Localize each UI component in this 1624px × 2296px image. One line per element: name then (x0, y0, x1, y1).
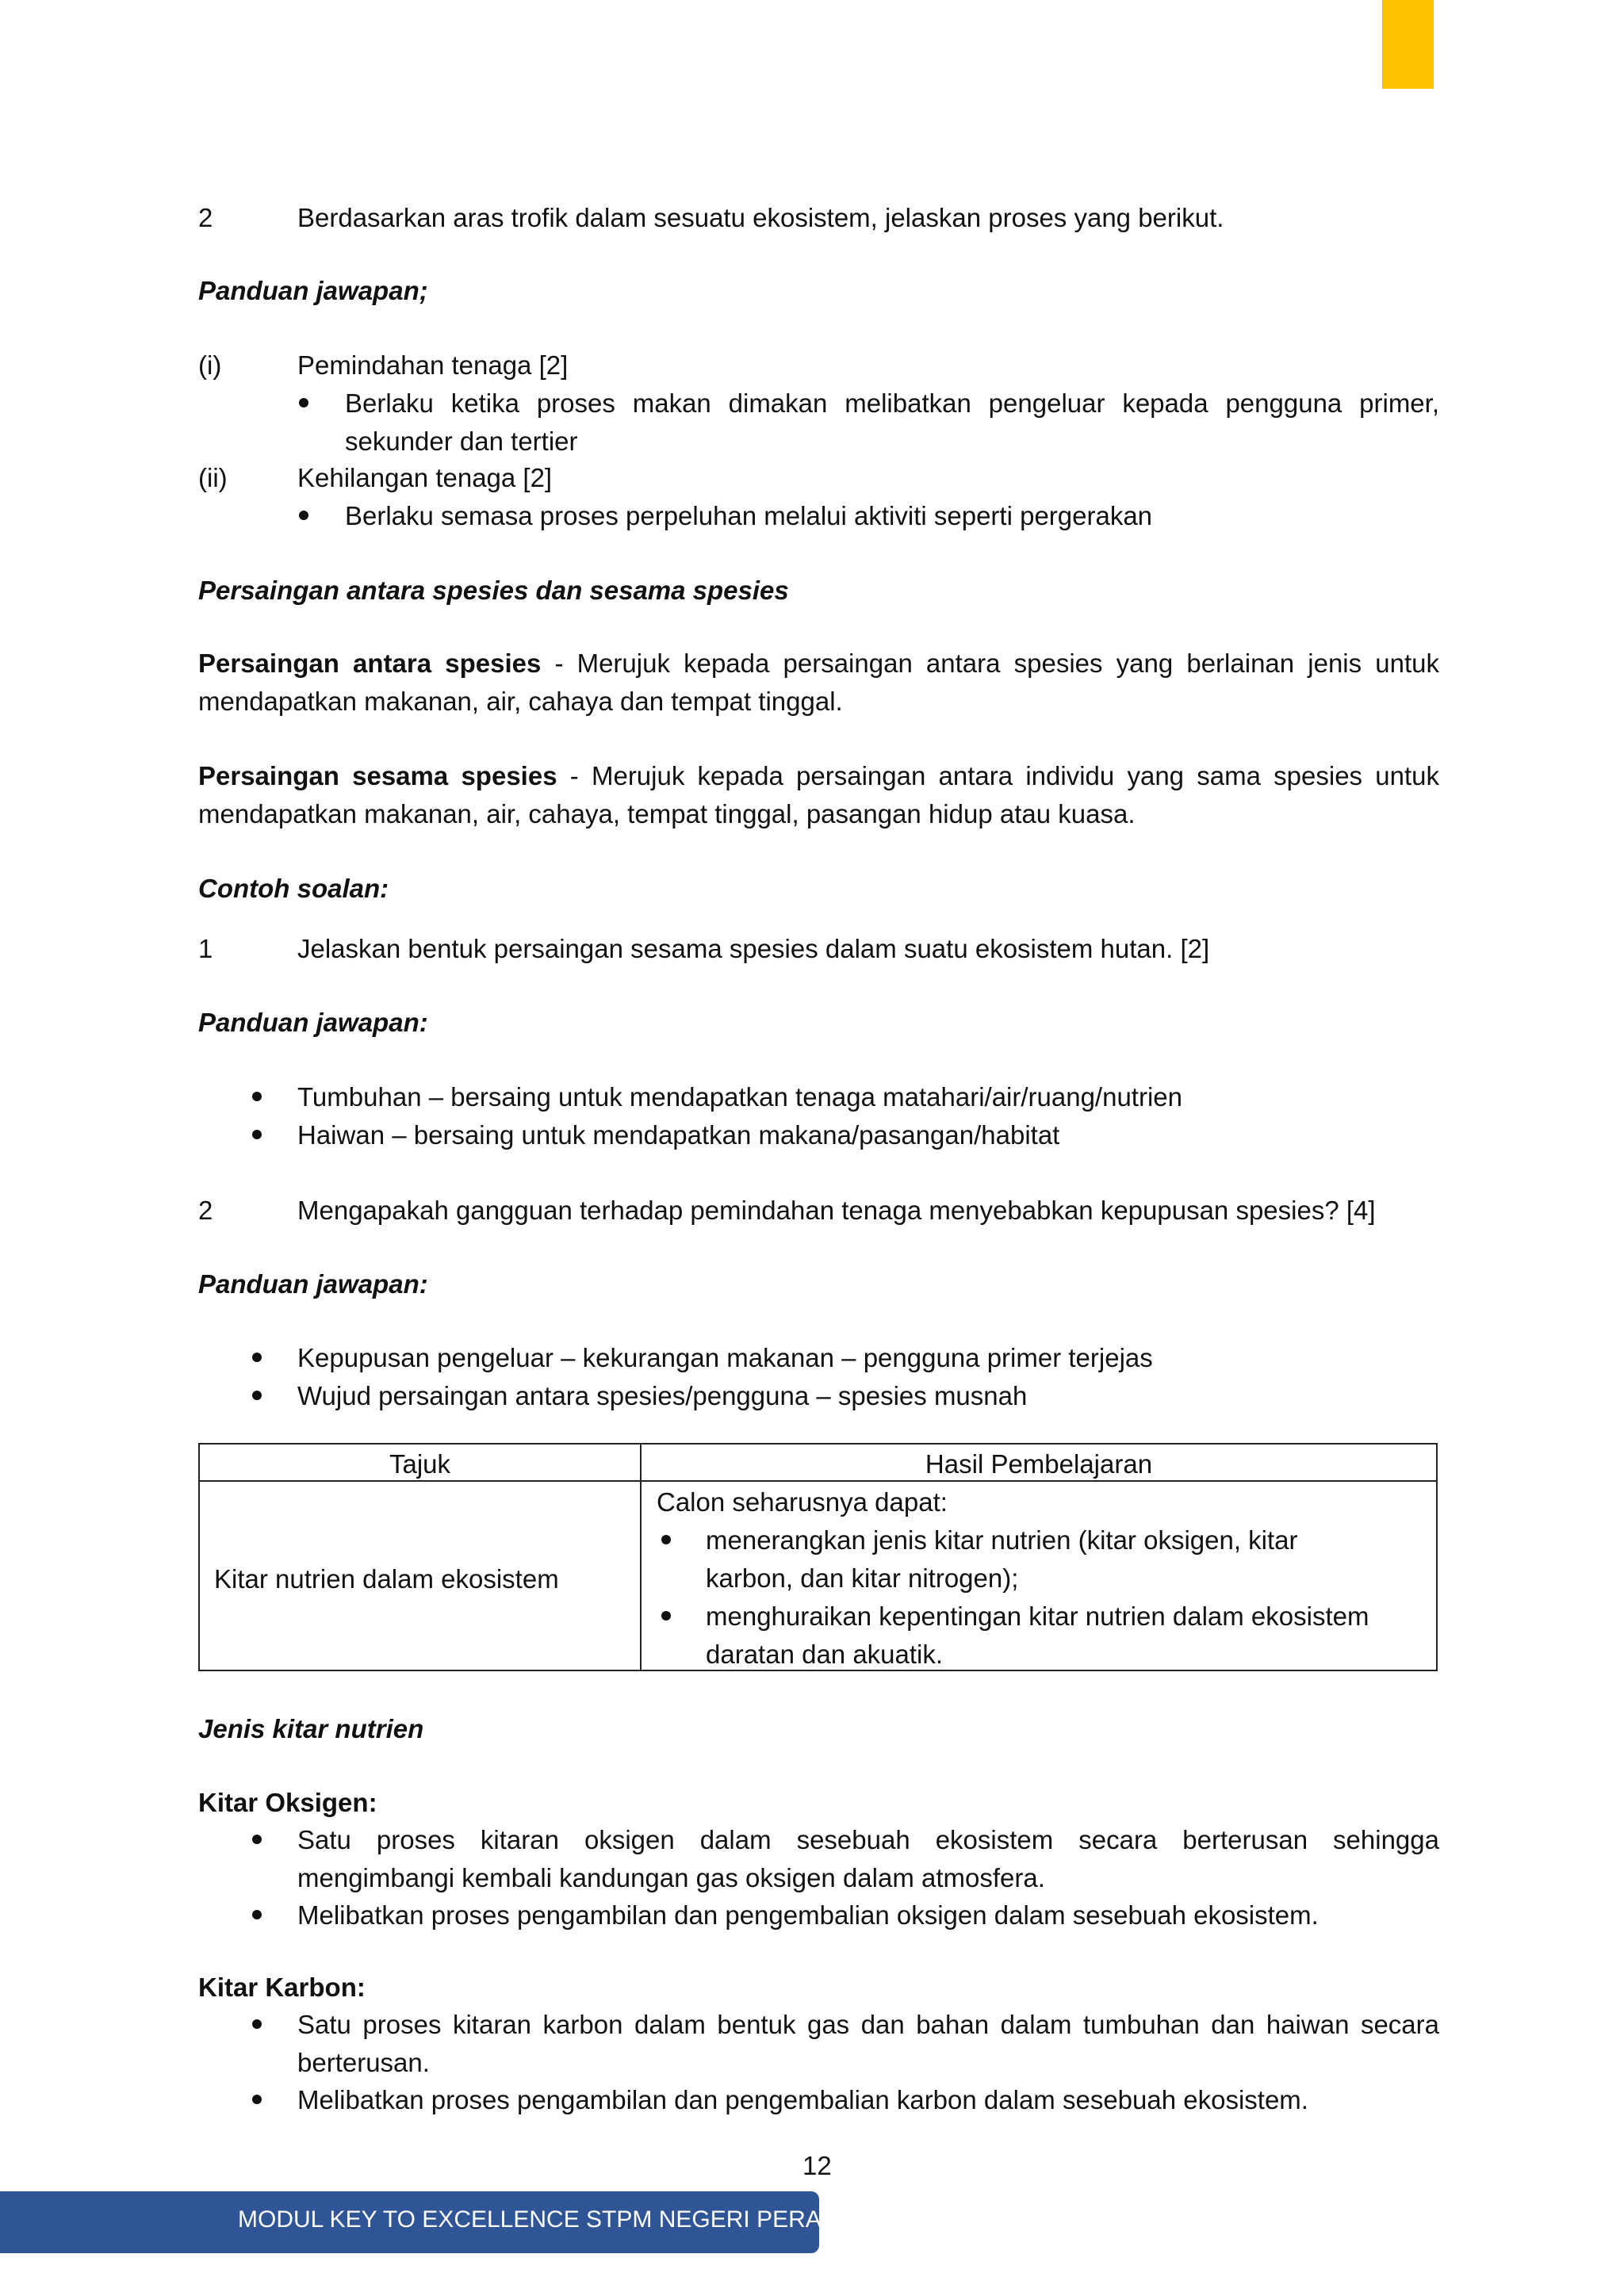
bullet-icon (252, 1835, 262, 1844)
karbon-bullet1-line1: Satu proses kitaran karbon dalam bentuk gas dan bahan dalam tumbuhan dan haiwan secara (297, 2010, 1439, 2039)
page-number: 12 (802, 2151, 832, 2180)
table-cell-outcome-1b: karbon, dan kitar nitrogen); (706, 1563, 1019, 1593)
question-text: Jelaskan bentuk persaingan sesama spesies dalam suatu ekosistem hutan. [2] (297, 934, 1210, 963)
answer-guide-heading: Panduan jawapan: (198, 1008, 428, 1037)
kitar-karbon-heading: Kitar Karbon: (198, 1973, 366, 2002)
bullet-icon (252, 2019, 262, 2029)
answer-item: Tumbuhan – bersaing untuk mendapatkan tenaga matahari/air/ruang/nutrien (297, 1082, 1183, 1112)
answer-item: Haiwan – bersaing untuk mendapatkan makana/pasangan/habitat (297, 1120, 1060, 1150)
question-number: 2 (198, 1196, 213, 1225)
section-heading-jenis: Jenis kitar nutrien (198, 1714, 424, 1743)
oksigen-bullet1-line1: Satu proses kitaran oksigen dalam sesebuah ekosistem secara berterusan sehingga (297, 1825, 1439, 1854)
kitar-oksigen-heading: Kitar Oksigen: (198, 1788, 377, 1817)
oksigen-bullet2: Melibatkan proses pengambilan dan pengembalian oksigen dalam sesebuah ekosistem. (297, 1900, 1319, 1930)
bullet-icon (661, 1611, 671, 1621)
answer-guide-heading: Panduan jawapan; (198, 276, 428, 305)
item-title-i: Pemindahan tenaga [2] (297, 350, 569, 380)
bullet-icon (661, 1535, 671, 1544)
table-header-tajuk: Tajuk (389, 1449, 451, 1479)
bullet-icon (252, 1353, 262, 1362)
learning-outcome-table (198, 1443, 1438, 1671)
bullet-icon (299, 511, 308, 520)
question-number: 2 (198, 203, 213, 232)
sesama-definition-line2: mendapatkan makanan, air, cahaya, tempat tinggal, pasangan hidup atau kuasa. (198, 799, 1136, 828)
bullet-icon (252, 1130, 262, 1139)
bullet-icon (252, 1092, 262, 1101)
item-label-i: (i) (198, 350, 222, 380)
contoh-soalan-heading: Contoh soalan: (198, 874, 389, 903)
table-cell-intro: Calon seharusnya dapat: (657, 1487, 948, 1517)
item-title-ii: Kehilangan tenaga [2] (297, 463, 553, 492)
antara-definition-line2: mendapatkan makanan, air, cahaya dan tempat tinggal. (198, 687, 843, 716)
oksigen-bullet1-line2: mengimbangi kembali kandungan gas oksigen dalam atmosfera. (297, 1863, 1045, 1892)
item-i-bullet-line1: Berlaku ketika proses makan dimakan melibatkan pengeluar kepada pengguna primer, (345, 388, 1439, 418)
table-cell-tajuk: Kitar nutrien dalam ekosistem (214, 1564, 559, 1594)
antara-definition-line1: Persaingan antara spesies - Merujuk kepada persaingan antara spesies yang berlainan jenis untuk (198, 649, 1439, 678)
bullet-icon (299, 398, 308, 408)
item-i-bullet-line2: sekunder dan tertier (345, 427, 578, 456)
footer-text: MODUL KEY TO EXCELLENCE STPM NEGERI PERAK (238, 2206, 837, 2233)
question-number: 1 (198, 934, 213, 963)
table-divider (640, 1445, 642, 1670)
answer-item: Kepupusan pengeluar – kekurangan makanan – pengguna primer terjejas (297, 1343, 1153, 1372)
karbon-bullet1-line2: berterusan. (297, 2048, 430, 2077)
table-header-hasil: Hasil Pembelajaran (925, 1449, 1153, 1479)
answer-guide-heading: Panduan jawapan: (198, 1269, 428, 1299)
question-text: Berdasarkan aras trofik dalam sesuatu ekosistem, jelaskan proses yang berikut. (297, 203, 1224, 232)
answer-item: Wujud persaingan antara spesies/pengguna – spesies musnah (297, 1381, 1028, 1410)
table-divider (200, 1480, 1436, 1482)
bullet-icon (252, 2095, 262, 2104)
bullet-icon (252, 1910, 262, 1919)
section-heading-persaingan: Persaingan antara spesies dan sesama spesies (198, 576, 789, 605)
table-cell-outcome-1a: menerangkan jenis kitar nutrien (kitar oksigen, kitar (706, 1525, 1298, 1555)
bullet-icon (252, 1391, 262, 1400)
table-cell-outcome-2a: menghuraikan kepentingan kitar nutrien dalam ekosistem (706, 1601, 1369, 1631)
corner-tab-decoration (1382, 0, 1434, 89)
item-label-ii: (ii) (198, 463, 228, 492)
question-text: Mengapakah gangguan terhadap pemindahan tenaga menyebabkan kepupusan spesies? [4] (297, 1196, 1376, 1225)
item-ii-bullet: Berlaku semasa proses perpeluhan melalui aktiviti seperti pergerakan (345, 501, 1153, 530)
table-cell-outcome-2b: daratan dan akuatik. (706, 1640, 944, 1669)
sesama-definition-line1: Persaingan sesama spesies - Merujuk kepada persaingan antara individu yang sama spesies untuk (198, 761, 1439, 790)
karbon-bullet2: Melibatkan proses pengambilan dan pengembalian karbon dalam sesebuah ekosistem. (297, 2085, 1308, 2114)
